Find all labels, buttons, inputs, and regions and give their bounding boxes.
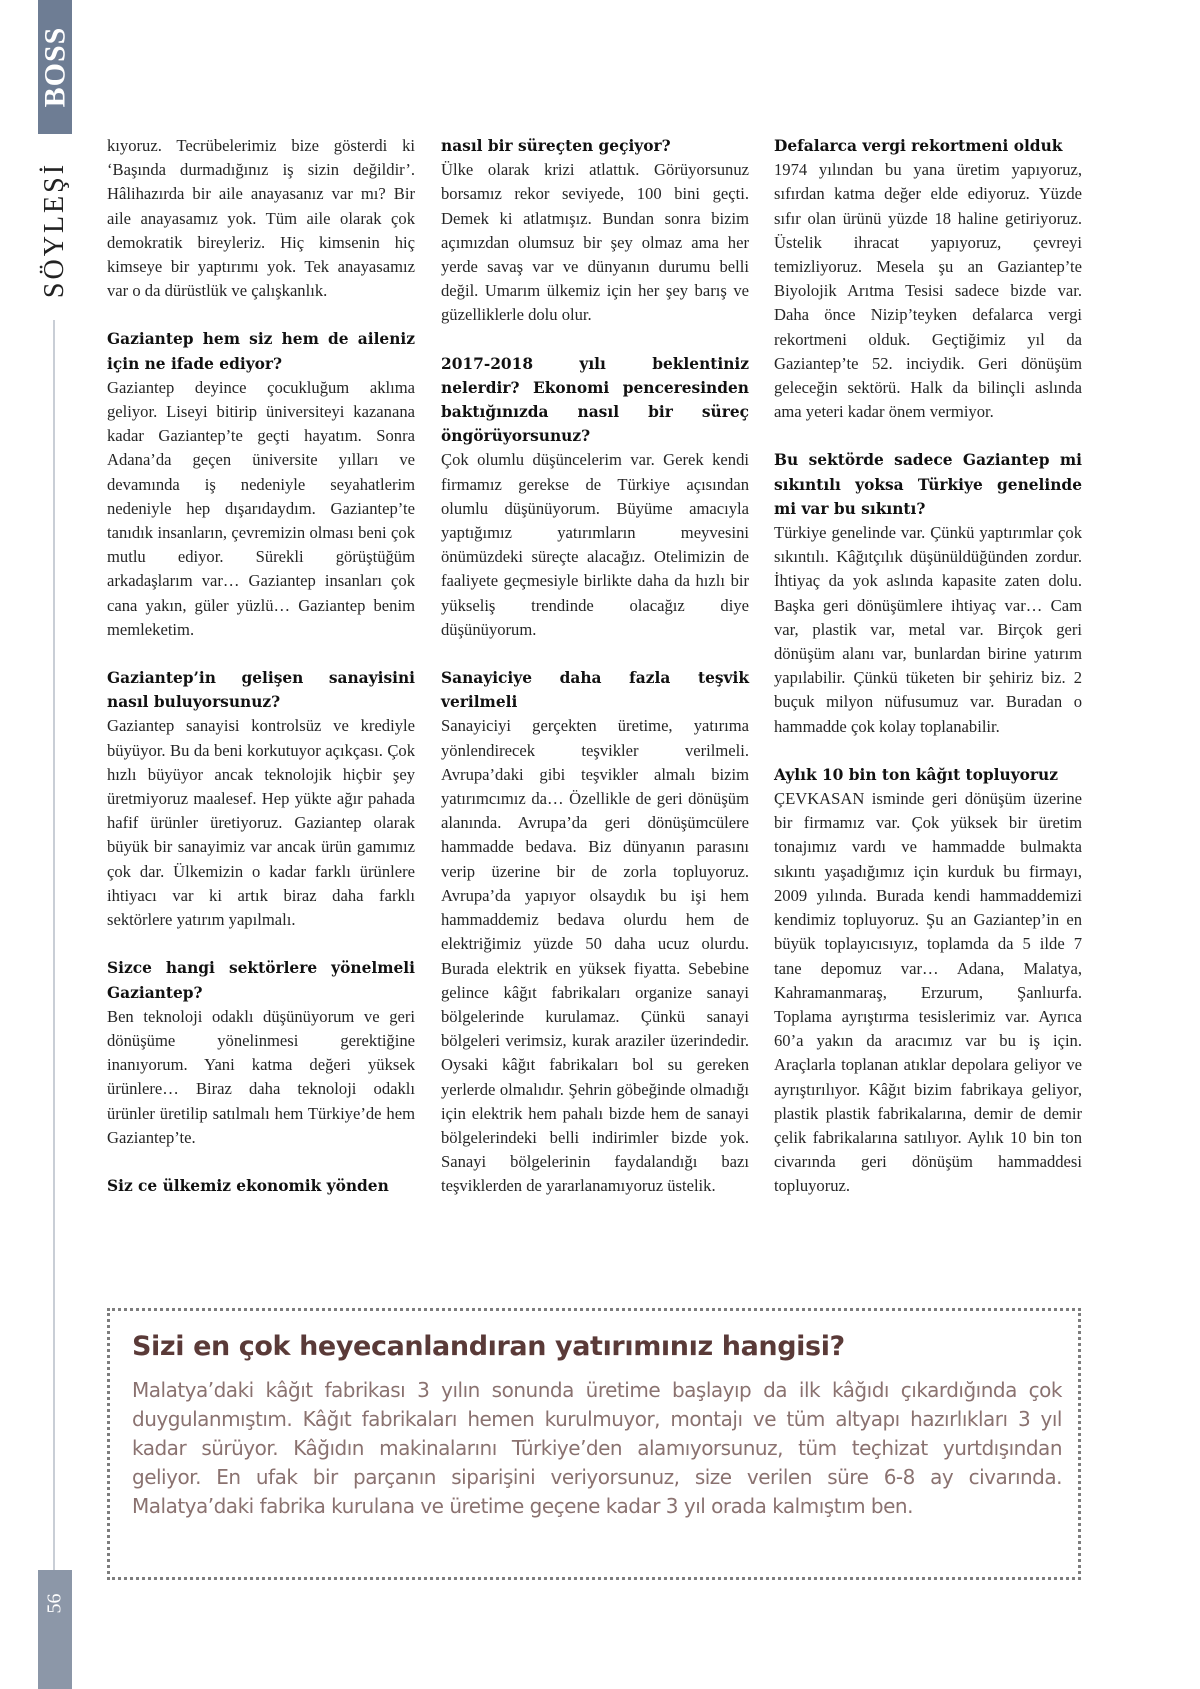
question-heading: Gaziantep’in gelişen sanayisini nasıl buluyorsunuz?	[107, 669, 415, 712]
answer-paragraph: Çok olumlu düşüncelerim var. Gerek kendi firmamız gerekse de Türkiye açısından olumlu düşünüyorum. Büyüme amacıyla yaptığımız yatırımların meyvesini önümüzdeki süreçte alacağız. Otelimizin de faaliyete geçmesiyle birlikte daha da hızlı bir yükseliş trendinde olacağız diye düşünüyorum.	[441, 450, 749, 639]
question-heading: Aylık 10 bin ton kâğıt topluyoruz	[774, 765, 1058, 784]
answer-paragraph: Ülke olarak krizi atlattık. Görüyorsunuz borsamız rekor seviyede, 100 bini geçti. Demek ki atlatmışız. Bundan sonra bizim açımızdan olumsuz bir şey olmaz ama her yerde savaş var ve dünyanın durumu belli değil. Umarım ülkemiz için her şey barış ve güzelliklerle dolu olur.	[441, 160, 749, 325]
answer-paragraph: Türkiye genelinde var. Çünkü yaptırımlar çok sıkıntılı. Kâğıtçılık düşünüldüğünden zordur. İhtiyaç da yok aslında kapasite zaten dolu. Başka geri dönüşümlere ihtiyaç var… Cam var, plastik var, metal var. Birçok geri dönüşüm alanı var, bunlardan birine yatırım yapılabilir. Çünkü tüketen bir şehiriz biz. 2 buçuk milyon nüfusumuz var. Buradan o hammadde çok kolay toplanabilir.	[774, 523, 1082, 736]
question-heading: Sizce hangi sektörlere yönelmeli Gaziantep?	[107, 959, 415, 1002]
section-spacer	[441, 328, 749, 352]
article-column-1	[107, 134, 415, 1198]
section-spacer	[107, 1150, 415, 1174]
question-heading: Defalarca vergi rekortmeni olduk	[774, 137, 1063, 155]
section-rail	[38, 0, 72, 1689]
highlight-title: Sizi en çok heyecanlandıran yatırımınız hangisi?	[132, 1331, 845, 1362]
article-column-3	[774, 134, 1082, 1199]
page-number: 56	[43, 1593, 66, 1614]
answer-paragraph: Ben teknoloji odaklı düşünüyorum ve geri dönüşüme yönelinmesi gerektiğine inanıyorum. Yani katma değeri yüksek ürünlere… Biraz daha teknoloji odaklı ürünler üretilip satılmalı hem Türkiye’de hem Gaziantep’te.	[107, 1006, 415, 1147]
answer-paragraph: ÇEVKASAN isminde geri dönüşüm üzerine bir firmamız var. Çok yüksek bir üretim tonajımız vardı ve hammadde bulmakta sıkıntı yaşadığımız için kurduk bu firmayı, 2009 yılında. Burada kendi hammaddemizi kendimiz topluyoruz. Şu an Gaziantep’in en büyük toplayıcısıyız, toplamda da 5 ilde 7 tane depomuz var… Adana, Malatya, Kahramanmaraş, Erzurum, Şanlıurfa. Toplama ayrıştırma tesislerimiz var. Ayrıca 60’a yakın da aracımız var bu iş için. Araçlarla toplanan atıklar depolara geliyor ve ayrıştırılıyor. Kâğıt bizim fabrikaya geliyor, plastik plastik fabrikalarına, demir de demir çelik fabrikalarına satılıyor. Aylık 10 bin ton civarında geri dönüşüm hammaddesi topluyoruz.	[774, 789, 1082, 1196]
brand-tab	[38, 0, 72, 134]
question-heading: Sanayiciye daha fazla teşvik verilmeli	[441, 669, 749, 712]
question-heading: 2017-2018 yılı beklentiniz nelerdir? Ekonomi penceresinden baktığınızda nasıl bir süreç öngörüyorsunuz?	[441, 354, 749, 446]
section-spacer	[107, 642, 415, 666]
section-label: SÖYLEŞİ	[39, 161, 70, 299]
section-tab	[38, 150, 72, 310]
answer-paragraph: kıyoruz. Tecrübelerimiz bize gösterdi ki ‘Başında durmadığınız iş sizin değildir’. Hâlihazırda bir aile anayasanız var mı? Bir aile anayasamız yok. Tüm aile olarak çok demokratik bireyleriz. Hiç kimsenin hiç kimseye bir yaptırımı yok. Tek anayasamız var o da dürüstlük ve çalışkanlık.	[107, 136, 415, 301]
question-heading: Siz ce ülkemiz ekonomik yönden	[107, 1176, 389, 1195]
highlight-box	[107, 1308, 1081, 1580]
section-spacer	[107, 932, 415, 956]
section-spacer	[107, 303, 415, 327]
answer-paragraph: Gaziantep deyince çocukluğum aklıma geliyor. Liseyi bitirip üniversiteyi kazanana kadar Gaziantep’te geçti hayatım. Sonra Adana’da geçen üniversite yılları ve devamında iş nedeniyle seyahatlerim nedeniyle hep dışarıdaydım. Gaziantep’te tanıdık insanların, çevremizin olması beni çok mutlu ediyor. Sürekli görüştüğüm arkadaşlarım var… Gaziantep insanları çok cana yakın, güler yüzlü… Gaziantep benim memleketim.	[107, 377, 415, 639]
question-heading: Gaziantep hem siz hem de aileniz için ne ifade ediyor?	[107, 330, 415, 373]
highlight-text: Malatya’daki kâğıt fabrikası 3 yılın sonunda üretime başlayıp da ilk kâğıdı çıkardığında çok duygulanmıştım. Kâğıt fabrikaları hemen kurulmuyor, montajı ve tüm altyapı hazırlıkları 3 yıl kadar sürüyor. Kâğıdın makinalarını Türkiye’den alamıyorsunuz, tüm teçhizat yurtdışından geliyor. En ufak bir parçanın siparişini veriyorsunuz, size verilen süre 6-8 ay civarında. Malatya’daki fabrika kurulana ve üretime geçene kadar 3 yıl orada kalmıştım ben.	[132, 1378, 1062, 1518]
section-spacer	[774, 739, 1082, 763]
answer-paragraph: Gaziantep sanayisi kontrolsüz ve krediyle büyüyor. Bu da beni korkutuyor açıkçası. Çok hızlı büyüyor ancak teknolojik hiçbir şey üretmiyoruz maalesef. Hep yükte ağır pahada hafif ürünler üretiyoruz. Gaziantep olarak büyük bir sanayimiz var ancak ürün gamımız çok dar. Ülkemizin o kadar farklı ürünlere ihtiyacı var ki artık biraz daha farklı sektörlere yatırım yapılmalı.	[107, 716, 415, 930]
page-number-tab	[38, 1570, 72, 1689]
answer-paragraph: 1974 yılından bu yana üretim yapıyoruz, sıfırdan katma değer elde ediyoruz. Yüzde sıfır olan ürünü yüzde 18 haline getiriyoruz. Üstelik ihracat yapıyoruz, çevreyi temizliyoruz. Mesela şu an Gaziantep’te Biyolojik Arıtma Tesisi sadece bizde var. Daha önce Nizip’teyken defalarca vergi rekortmeni olduk. Geçtiğimiz yıl da Gaziantep’te 52. inciydik. Geri dönüşüm geleceğin sektörü. Halk da bilinçli aslında ama yeteri kadar önem vermiyor.	[774, 160, 1082, 422]
brand-label: BOSS	[38, 26, 71, 108]
question-heading: nasıl bir süreçten geçiyor?	[441, 137, 671, 155]
answer-paragraph: Sanayiciyi gerçekten üretime, yatırıma yönlendirecek teşvikler verilmeli. Avrupa’daki gibi teşvikler almalı bizim yatırımcımız da… Özellikle de geri dönüşüm alanında. Avrupa’da geri dönüşümcülere hammadde bedava. Biz dünyanın parasını verip üzerine bir de zorla topluyoruz. Avrupa’da yapıyor olsaydık bu işi hem hammaddemiz bedava olurdu hem de elektriğimiz yüzde 50 daha ucuz olurdu. Burada elektrik en yüksek fiyatta. Sebebine gelince kâğıt fabrikaları organize sanayi bölgelerinde kurulamaz. Çünkü sanayi bölgeleri verimsiz, kurak araziler üzerindedir. Oysaki kâğıt fabrikaları bol su gereken yerlerde olmalıdır. Şehrin göbeğinde olmadığı için elektrik hem pahalı bizde hem de sanayi bölgelerindeki belli indirimler bizde yok. Sanayi bölgelerinin faydalandığı bazı teşviklerden de yararlanamıyoruz üstelik.	[441, 716, 749, 1196]
article-column-2	[441, 134, 749, 1199]
question-heading: Bu sektörde sadece Gaziantep mi sıkıntılı yoksa Türkiye genelinde mi var bu sıkıntı?	[774, 451, 1082, 518]
section-spacer	[774, 424, 1082, 448]
section-spacer	[441, 642, 749, 666]
rail-divider	[53, 320, 55, 1580]
